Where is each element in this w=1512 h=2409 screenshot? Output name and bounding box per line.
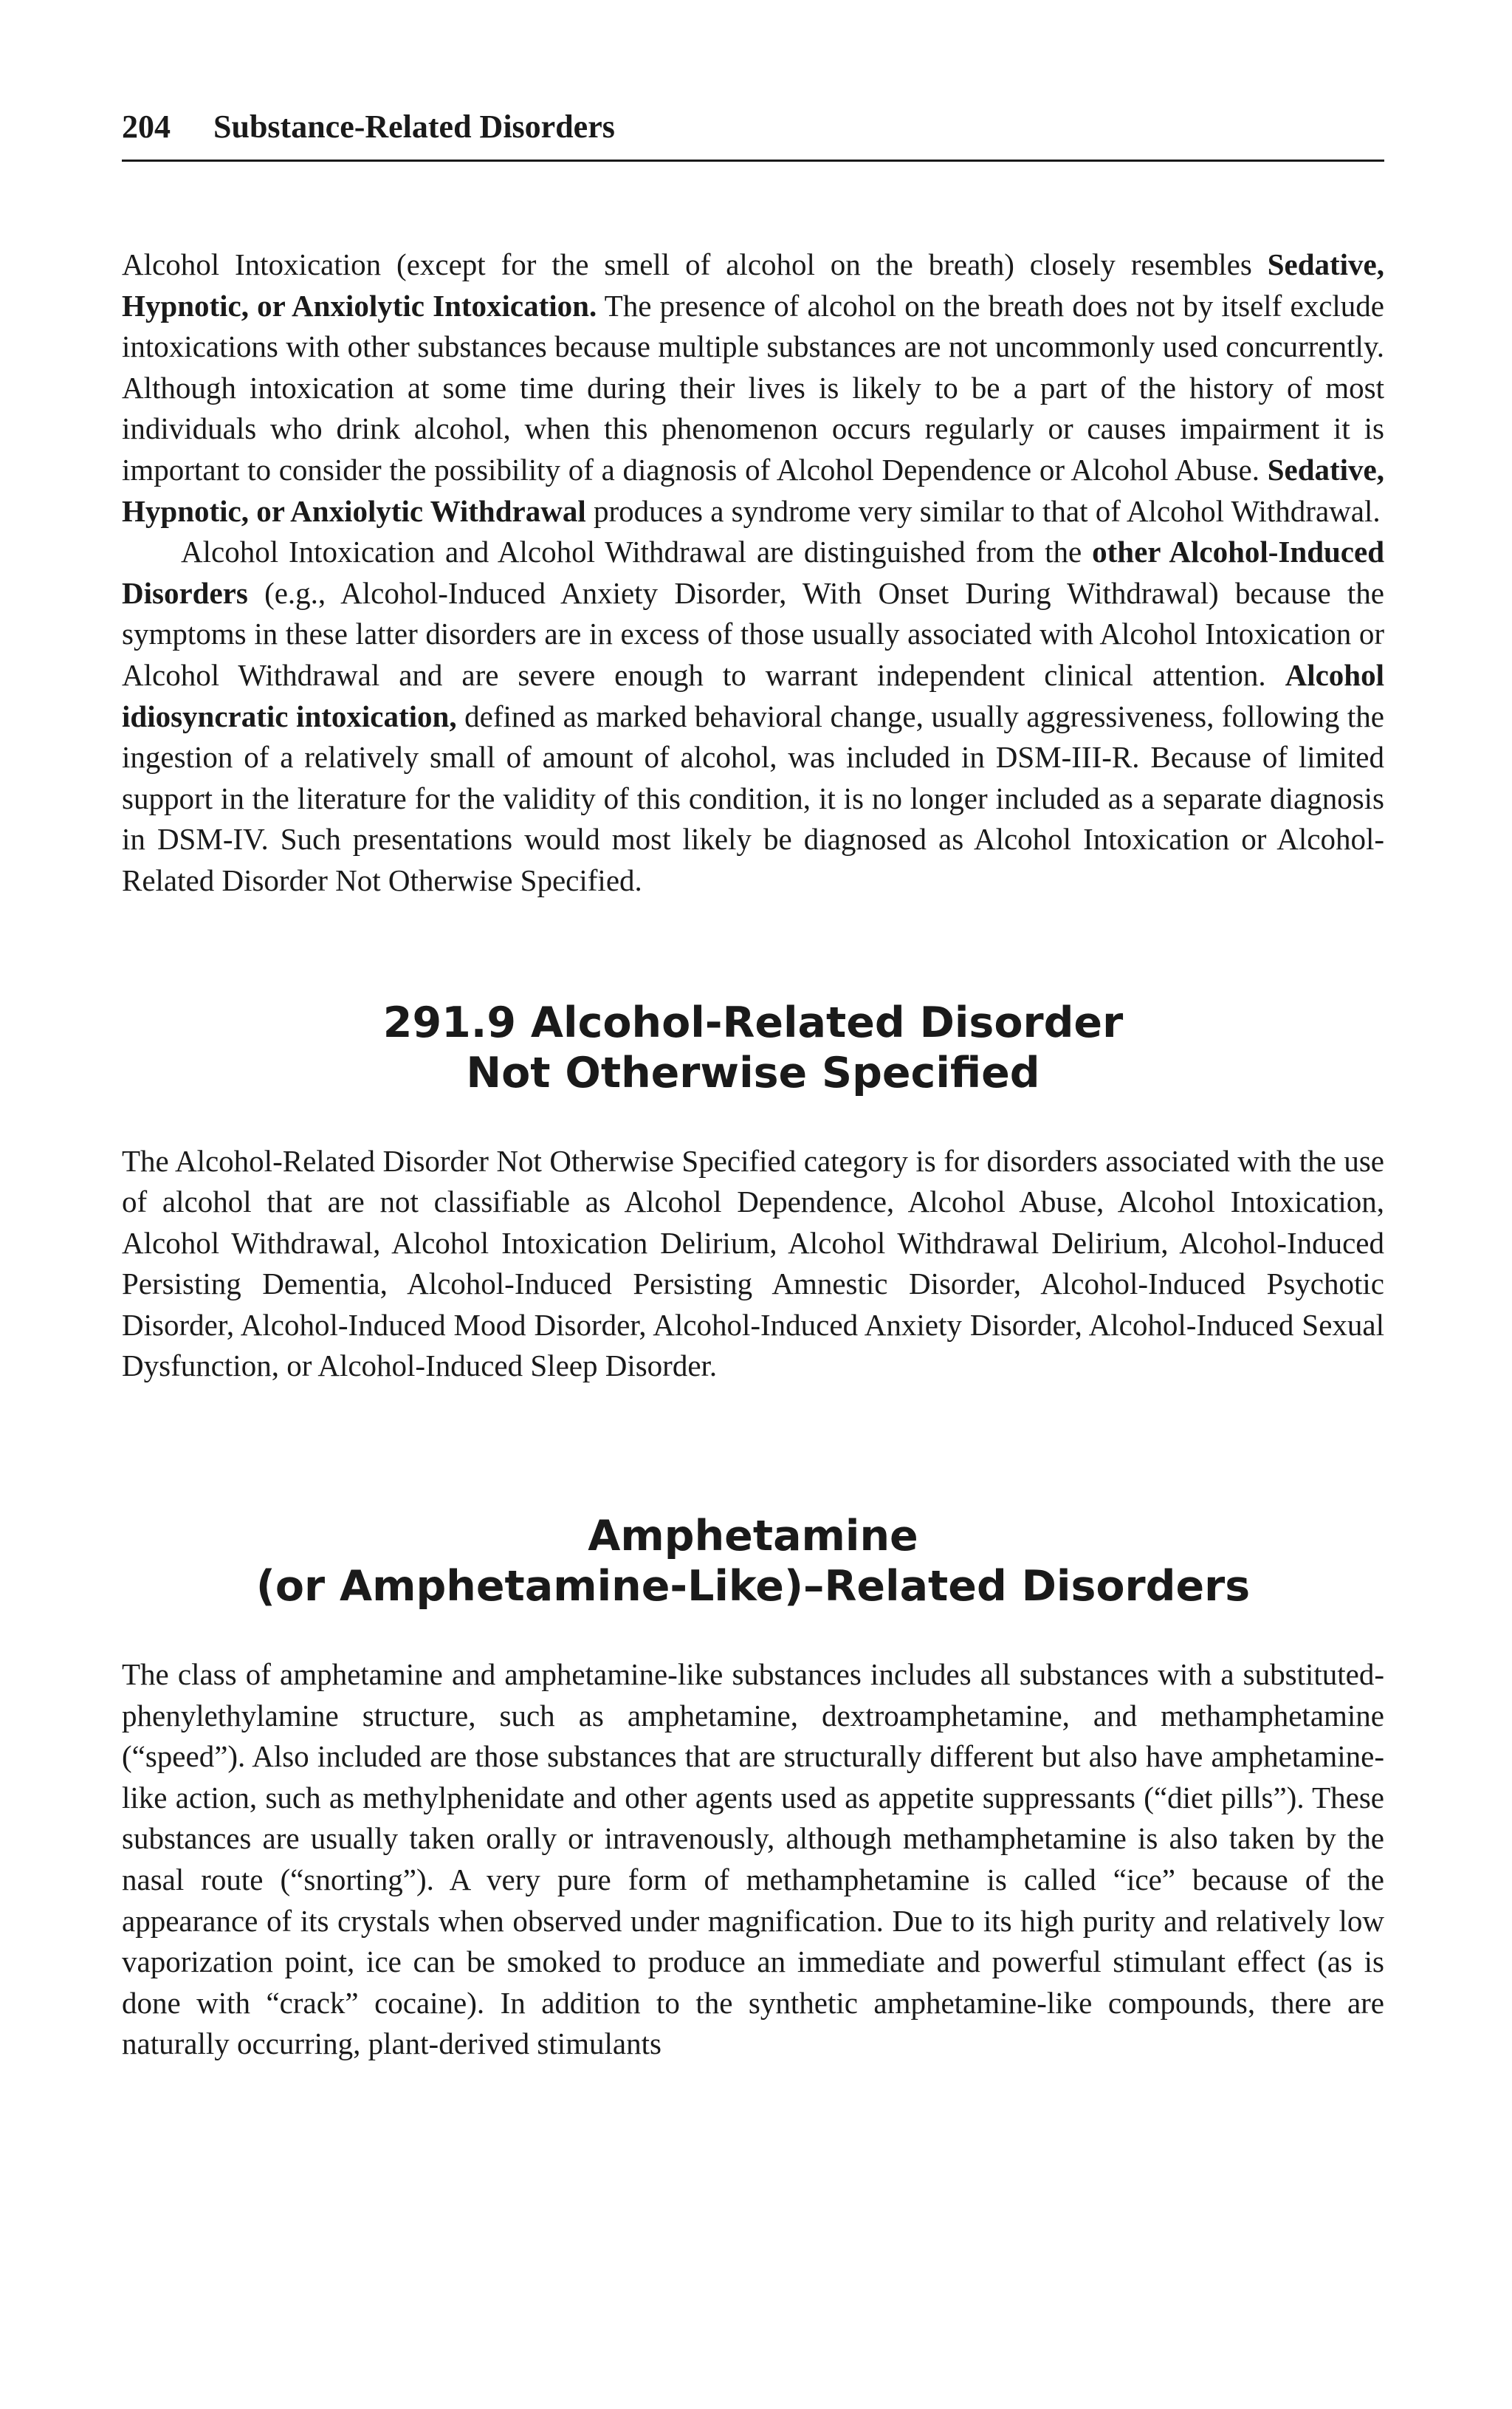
text-run: The presence of alcohol on the breath does not by itself exclude intoxications with other substances because multiple substances are not uncommonly used concurrently. Although intoxication at some time during their lives is likely to be a part of the history of most individuals who drink alcohol, when this phenomenon occurs regularly or causes impairment it is important to consider the possibility of a diagnosis of Alcohol Dependence or Alcohol Abuse.: [122, 288, 1384, 487]
page-number: 204: [122, 109, 171, 145]
paragraph-amphetamine: The class of amphetamine and amphetamine-like substances includes all substances with a substituted-phenylethylamine structure, such as amphetamine, dextroamphetamine, and methamphetamine (“speed”). Also included are those substances that are structurally different but also have amphetamine-like action, such as methylphenidate and other agents used as appetite suppressants (“diet pills”). These substances are usually taken orally or intravenously, although methamphetamine is also taken by the nasal route (“snorting”). A very pure form of methamphetamine is called “ice” because of the appearance of its crystals when observed under magnification. Due to its high purity and relatively low vaporization point, ice can be smoked to produce an immediate and powerful stimulant effect (as is done with “crack” cocaine). In addition to the synthetic amphetamine-like compounds, there are naturally occurring, plant-derived stimulants: [122, 1657, 1384, 2061]
text-run: Alcohol Intoxication and Alcohol Withdrawal are distinguished from the: [181, 535, 1093, 569]
book-page: [122, 111, 1384, 2065]
bold-term: other Alcohol-Induced Disorders: [122, 535, 1384, 610]
text-run: Alcohol Intoxication (except for the smell of alcohol on the breath) closely resembles: [122, 247, 1268, 281]
running-head-title: Substance-Related Disorders: [213, 109, 615, 145]
heading-line: (or Amphetamine-Like)–Related Disorders: [255, 1562, 1251, 1611]
text-run: (e.g., Alcohol-Induced Anxiety Disorder, With Onset During Withdrawal) because the symptoms in these latter disorders are in excess of those usually associated with Alcohol Intoxication or Alcohol Withdrawal and are severe enough to warrant independent clinical attention.: [122, 575, 1384, 692]
bold-term: Alcohol idiosyncratic intoxication,: [122, 657, 1384, 733]
heading-line: Amphetamine: [588, 1512, 918, 1561]
heading-line: 291.9 Alcohol-Related Disorder: [382, 998, 1124, 1047]
section-heading-alcohol-nos: [122, 998, 1384, 1098]
text-run: produces a syndrome very similar to that of Alcohol Withdrawal.: [585, 493, 1381, 528]
intoxication-differential-section: [122, 244, 1384, 902]
paragraph-withdrawal-distinction: [122, 532, 1384, 901]
text-run: defined as marked behavioral change, usually aggressiveness, following the ingestion of a relatively small of amount of alcohol, was included in DSM-III-R. Because of limited support in the literature for the validity of this condition, it is no longer included as a separate diagnosis in DSM-IV. Such presentations would most likely be diagnosed as Alcohol Intoxication or Alcohol-Related Disorder Not Otherwise Specified.: [122, 699, 1384, 897]
running-head: [122, 111, 1384, 162]
heading-line: Not Otherwise Specified: [466, 1048, 1040, 1097]
paragraph-alcohol-nos: The Alcohol-Related Disorder Not Otherwise Specified category is for disorders associated with the use of alcohol that are not classifiable as Alcohol Dependence, Alcohol Abuse, Alcohol Intoxication, Alcohol Withdrawal, Alcohol Intoxication Delirium, Alcohol Withdrawal Delirium, Alcohol-Induced Persisting Dementia, Alcohol-Induced Persisting Amnestic Disorder, Alcohol-Induced Psychotic Disorder, Alcohol-Induced Mood Disorder, Alcohol-Induced Anxiety Disorder, Alcohol-Induced Sexual Dysfunction, or Alcohol-Induced Sleep Disorder.: [122, 1143, 1384, 1383]
bold-term: Sedative, Hypnotic, or Anxiolytic Intoxication.: [122, 247, 1384, 323]
paragraph-intoxication: [122, 244, 1384, 532]
bold-term: Sedative, Hypnotic, or Anxiolytic Withdrawal: [122, 452, 1384, 528]
section-heading-amphetamine: [122, 1511, 1384, 1611]
